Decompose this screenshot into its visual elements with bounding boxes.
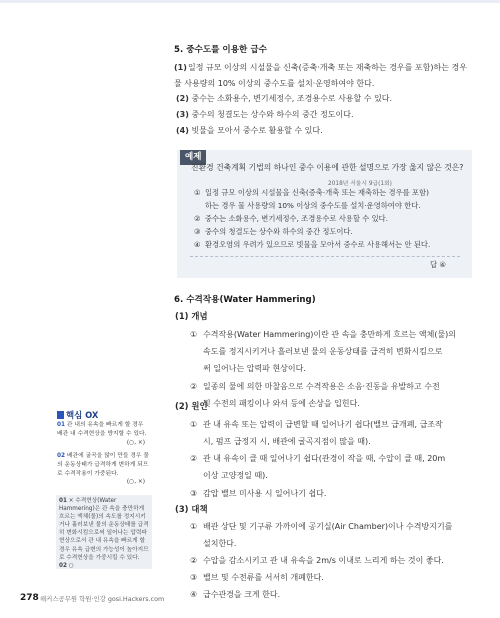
ox-question-1: [57, 421, 149, 447]
item-text-cont: 시, 펌프 급정지 시, 배관에 굴곡지점이 많을 때).: [203, 437, 371, 447]
item-text-cont: 및 수전의 패킹이나 와셔 등에 손상을 입힌다.: [203, 399, 360, 409]
ox-explanations: [59, 497, 150, 570]
choice-number: ②: [194, 214, 201, 223]
question-text: 관 내의 유속을 빠르게 할 경우 배관 내 수격현상을 방지할 수 있다.: [57, 422, 147, 437]
example-divider: [190, 256, 460, 257]
checkbox-icon: [57, 411, 64, 419]
item-text-cont: 써 일어나는 압력파 현상이다.: [203, 364, 306, 374]
concept-heading: (1) 개념: [175, 311, 208, 321]
page-number: 278: [20, 593, 39, 603]
cause-item-3: [190, 485, 480, 502]
ox-question-2: [57, 452, 149, 487]
section5-item-1: [174, 60, 472, 92]
item-text: 감압 밸브 미사용 시 일어나기 쉽다.: [203, 489, 327, 498]
choice-number: ③: [194, 227, 201, 236]
cause-item-2: [190, 450, 480, 484]
item-text: 배관 상단 및 기구류 가까이에 공기실(Air Chamber)이나 수격방지기를: [203, 522, 453, 531]
item-text: 관 내 유속 또는 압력이 급변할 때 일어나기 쉽다(밸브 급개폐, 급조작: [203, 420, 443, 429]
item-text: 수압을 감소시키고 관 내 유속을 2m/s 이내로 느리게 하는 것이 좋다.: [203, 556, 444, 565]
item-number: (2): [176, 94, 189, 103]
example-choice-3: [194, 225, 353, 238]
ox-sidebar-title: [57, 409, 98, 421]
footer-text: 해커스공무원 학원·인강 gosi.Hackers.com: [40, 595, 165, 603]
remedy-item-1: [190, 518, 480, 552]
item-text: 수격작용(Water Hammering)이란 관 속을 충만하게 흐르는 액체(물)의: [203, 330, 457, 339]
choice-text-cont: 하는 경우 물 사용량의 10% 이상의 중수도를 설치·운영하여야 한다.: [205, 201, 421, 211]
item-text: 일종의 물에 의한 마찰음으로 수격작용은 소음·진동을 유발하고 수전: [203, 382, 440, 391]
question-answer-choice: (○, ×): [126, 439, 145, 446]
cause-item-1: [190, 416, 480, 450]
choice-number: ④: [194, 240, 201, 249]
example-question: 친환경 건축계획 기법의 하나인 중수 이용에 관한 설명으로 가장 옳지 않은 것은?: [191, 163, 464, 172]
item-number: ①: [190, 330, 198, 339]
example-choice-4: [194, 238, 430, 251]
top-rule: [0, 0, 500, 3]
item-number: ①: [190, 420, 198, 429]
item-text: 중수는 소화용수, 변기세정수, 조경용수로 사용할 수 있다.: [191, 94, 393, 103]
item-text-cont: 이상 고양정일 때).: [203, 471, 268, 481]
question-text: 배관에 굴곡을 많이 만들 경우 물의 운동상태가 급격하게 변하게 되므로 수격작용이 가중된다.: [57, 453, 149, 477]
item-text-cont: 속도를 정지시키거나 흘러보낸 물의 운동상태를 급격히 변화시킴으로: [203, 347, 443, 357]
concept-item-2: [190, 378, 480, 412]
choice-text: 환경오염의 우려가 있으므로 빗물을 모아서 중수로 사용해서는 안 된다.: [205, 240, 431, 249]
section6-title: 6. 수격작용(Water Hammering): [174, 295, 316, 305]
remedy-heading: (3) 대책: [175, 504, 208, 514]
example-choice-2: [194, 212, 388, 225]
item-number: (3): [176, 110, 189, 119]
explanation-2: [59, 562, 150, 570]
item-text: 밸브 및 수전류를 서서히 개폐한다.: [203, 573, 324, 582]
section5-item-2: [176, 91, 392, 107]
section5-item-3: [176, 107, 354, 123]
remedy-item-4: [190, 586, 480, 603]
example-tag: 예제: [180, 150, 206, 165]
question-answer-choice: (○, ×): [126, 479, 145, 486]
ox-title-text: 핵심 OX: [66, 410, 99, 420]
item-text: 급수관경을 크게 한다.: [203, 590, 281, 599]
explanation-text: ○: [68, 562, 74, 569]
explanation-number: 02: [59, 562, 67, 569]
choice-text: 중수는 소화용수, 변기세정수, 조경용수로 사용할 수 있다.: [205, 214, 388, 223]
cause-heading: (2) 원인: [175, 401, 208, 411]
item-number: ③: [190, 489, 198, 498]
item-number: ②: [190, 382, 198, 391]
choice-text: 일정 규모 이상의 시설물을 신축(증축·개축 또는 재축하는 경우를 포함): [205, 188, 429, 197]
item-number: ④: [190, 590, 198, 599]
remedy-item-3: [190, 569, 480, 586]
item-text: 일정 규모 이상의 시설물을 신축(증축·개축 또는 재축하는 경우를 포함)하는 경우 물 사용량의 10% 이상의 중수도를 설치·운영하여야 한다.: [174, 63, 467, 88]
item-number: ②: [190, 454, 198, 463]
item-number: ②: [190, 556, 198, 565]
example-answer: 답 ④: [430, 260, 446, 269]
section5-item-4: [176, 123, 323, 139]
item-number: (1): [174, 63, 187, 72]
item-text: 관 내 유속이 클 때 일어나기 쉽다(관경이 작을 때, 수압이 클 때, 20m: [203, 454, 446, 463]
item-text-cont: 설치한다.: [203, 539, 237, 549]
example-choice-1: [194, 186, 429, 212]
remedy-item-2: [190, 552, 480, 569]
item-text: 중수의 청결도는 상수와 하수의 중간 정도이다.: [191, 110, 354, 119]
concept-item-1: [190, 326, 480, 378]
example-source: 2018년 서울시 9급(1회): [328, 181, 392, 187]
item-number: ③: [190, 573, 198, 582]
item-number: ①: [190, 522, 198, 531]
choice-text: 중수의 청결도는 상수와 하수의 중간 정도이다.: [205, 227, 353, 236]
explanation-text: × 수격현상(Water Hammering)은 관 속을 충만하게 흐르는 액체(물)의 속도를 정지시키거나 흘러보낸 물의 운동상태를 급격히 변화시킴으로써 일어나는 압력파 현상으로서 관 내 유속을 빠르게 할 경우 유속 급변의 가능성이 높아지므로 수격현상을 가중시킬 수 있다.: [59, 498, 149, 561]
explanation-1: [59, 497, 150, 562]
question-number: 02: [57, 453, 66, 459]
explanation-number: 01: [59, 498, 67, 504]
item-number: (4): [176, 126, 189, 135]
section5-title: 5. 중수도를 이용한 급수: [174, 45, 267, 55]
item-text: 빗물을 모아서 중수로 활용할 수 있다.: [191, 126, 323, 135]
question-number: 01: [57, 422, 66, 428]
choice-number: ①: [194, 188, 201, 197]
